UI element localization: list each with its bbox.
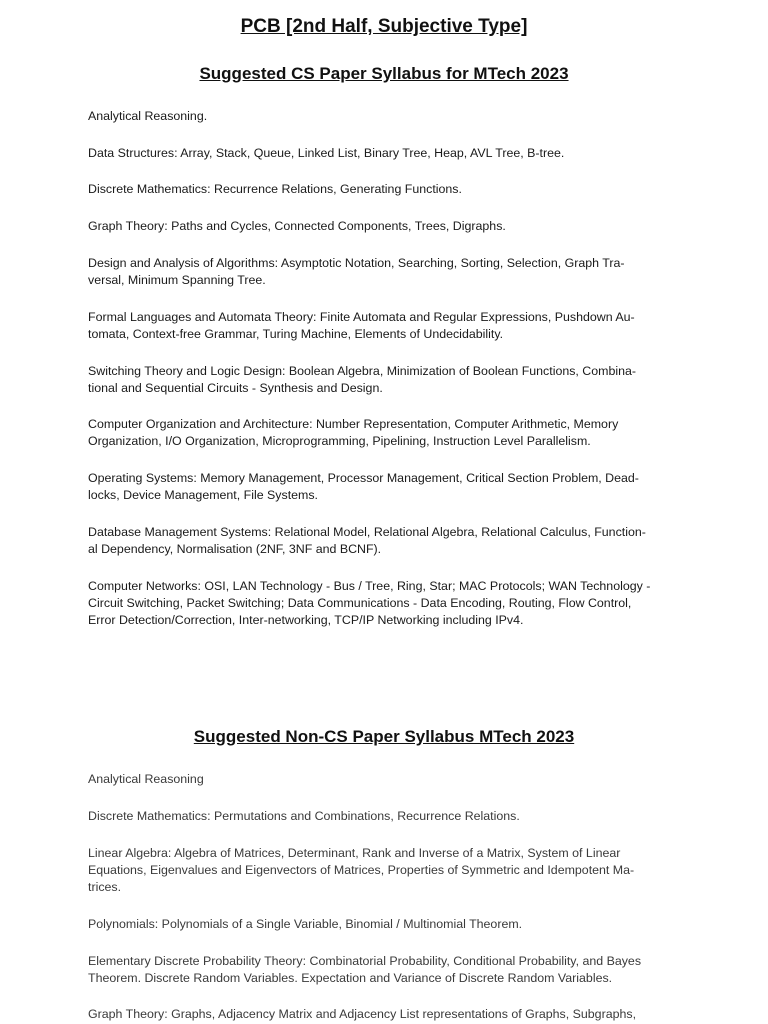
cs-item-automata-theory: Formal Languages and Automata Theory: Finite Automata and Regular Expressions, Pushdown Au- tomata, Context-free Grammar, Turing Machine, Elements of Undecidability. — [88, 310, 635, 341]
cs-item-computer-organization: Computer Organization and Architecture: Number Representation, Computer Arithmetic, Memory Organization, I/O Organization, Microprogramming, Pipelining, Instruction Level Parallelism. — [88, 417, 619, 448]
cs-item-data-structures: Data Structures: Array, Stack, Queue, Linked List, Binary Tree, Heap, AVL Tree, B-tree. — [88, 146, 565, 160]
cs-item-database-systems: Database Management Systems: Relational Model, Relational Algebra, Relational Calculus, Function- al Dependency, Normalisation (2NF, 3NF and BCNF). — [88, 525, 646, 556]
cs-item-graph-theory: Graph Theory: Paths and Cycles, Connected Components, Trees, Digraphs. — [88, 219, 506, 233]
cs-item-analytical-reasoning: Analytical Reasoning. — [88, 109, 208, 123]
noncs-syllabus-heading: Suggested Non-CS Paper Syllabus MTech 2023 — [193, 727, 575, 746]
cs-item-discrete-mathematics: Discrete Mathematics: Recurrence Relations, Generating Functions. — [88, 182, 462, 196]
main-title: PCB [2nd Half, Subjective Type] — [240, 16, 528, 37]
noncs-item-probability-theory: Elementary Discrete Probability Theory: Combinatorial Probability, Conditional Probability, and Bayes Theorem. Discrete Random Variables. Expectation and Variance of Discrete Random Variables. — [88, 954, 642, 985]
noncs-item-graph-theory: Graph Theory: Graphs, Adjacency Matrix and Adjacency List representations of Graphs, Subgraphs, — [88, 1007, 637, 1021]
noncs-item-linear-algebra: Linear Algebra: Algebra of Matrices, Determinant, Rank and Inverse of a Matrix, System of Linear Equations, Eigenvalues and Eigenvectors of Matrices, Properties of Symmetric and Idempotent Ma- trices. — [88, 846, 635, 894]
noncs-item-analytical-reasoning: Analytical Reasoning — [88, 772, 204, 786]
cs-item-switching-theory: Switching Theory and Logic Design: Boolean Algebra, Minimization of Boolean Functions, Combina- tional and Sequential Circuits - Synthesis and Design. — [88, 364, 637, 395]
cs-item-computer-networks: Computer Networks: OSI, LAN Technology - Bus / Tree, Ring, Star; MAC Protocols; WAN Technology - Circuit Switching, Packet Switching; Data Communications - Data Encoding, Routing, Flow Control, Error Detection/Correction, Inter-networking, TCP/IP Networking including IPv4. — [88, 579, 651, 627]
cs-item-algorithms: Design and Analysis of Algorithms: Asymptotic Notation, Searching, Sorting, Selection, Graph Tra- versal, Minimum Spanning Tree. — [88, 256, 625, 287]
cs-item-operating-systems: Operating Systems: Memory Management, Processor Management, Critical Section Problem, Dead- locks, Device Management, File Systems. — [88, 471, 639, 502]
noncs-item-discrete-mathematics: Discrete Mathematics: Permutations and Combinations, Recurrence Relations. — [88, 809, 520, 823]
cs-syllabus-heading: Suggested CS Paper Syllabus for MTech 2023 — [199, 64, 569, 83]
noncs-item-polynomials: Polynomials: Polynomials of a Single Variable, Binomial / Multinomial Theorem. — [88, 917, 523, 931]
